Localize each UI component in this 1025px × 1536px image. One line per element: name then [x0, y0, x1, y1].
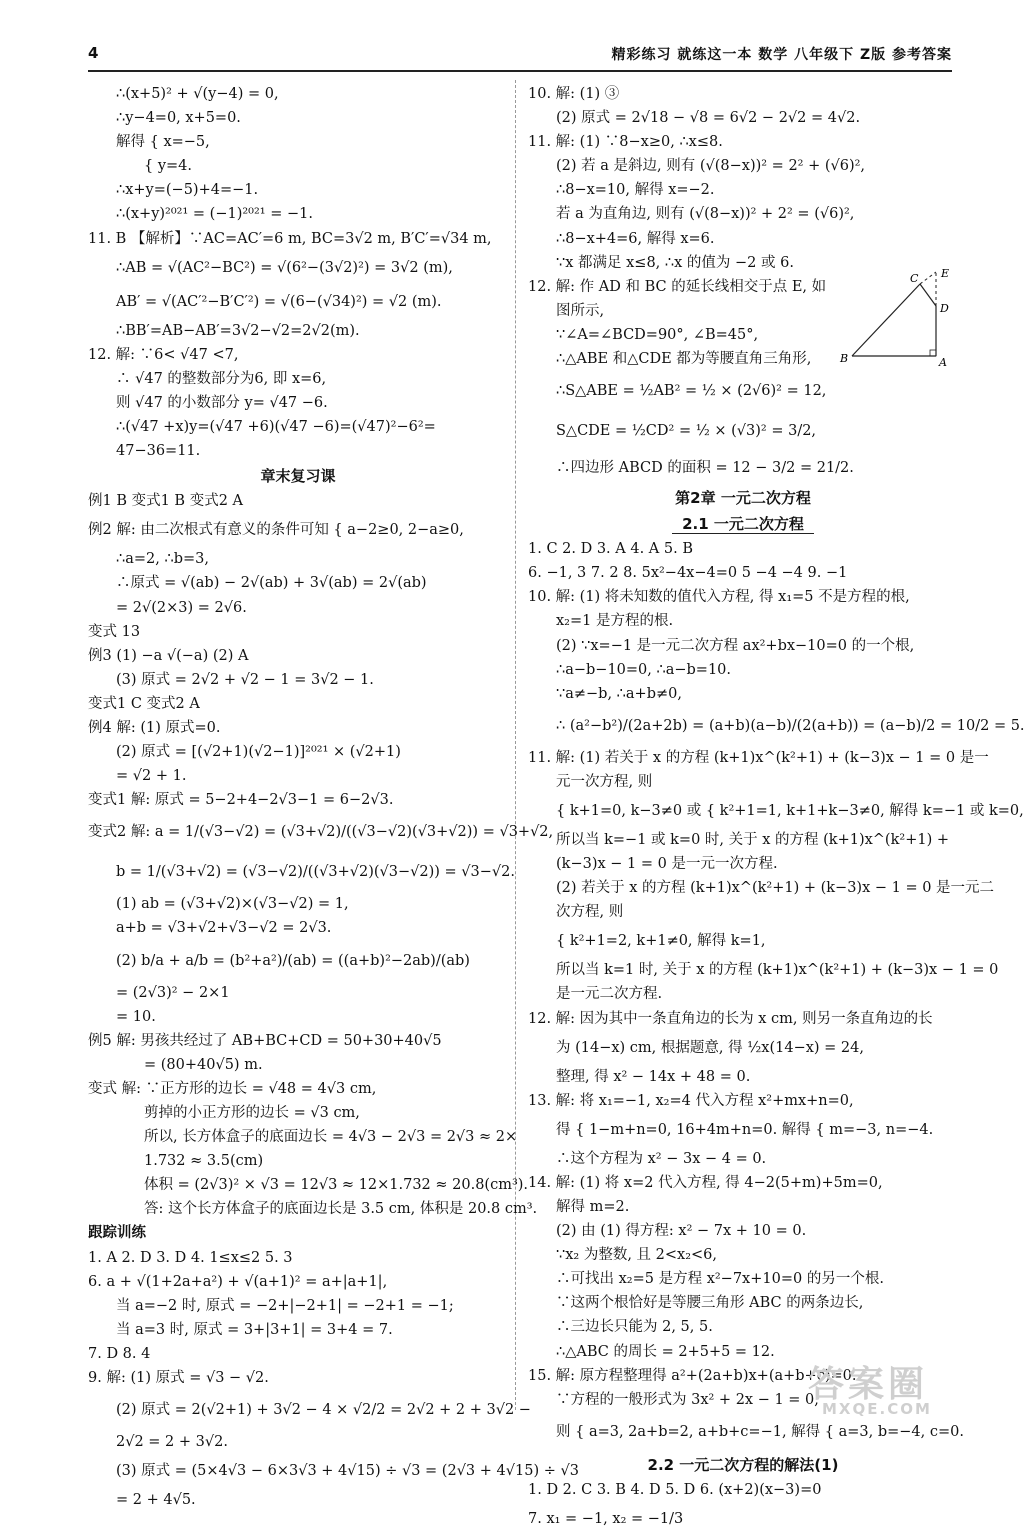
answer-line: 变式1 C 变式2 A — [88, 695, 200, 712]
answer-line: 整理, 得 x² − 14x + 48 = 0. — [556, 1068, 751, 1085]
answer-line: ∵方程的一般形式为 3x² + 2x − 1 = 0, — [556, 1391, 819, 1408]
section-heading-text: 2.1 一元二次方程 — [672, 515, 814, 534]
answer-line: 1.732 ≈ 3.5(cm) — [144, 1153, 264, 1170]
answer-line: 15. 解: 原方程整理得 a²+(2a+b)x+(a+b+c)=0. — [528, 1367, 857, 1384]
answer-line: (3) 原式 = 2√2 + √2 − 1 = 3√2 − 1. — [116, 671, 374, 688]
answer-line: 10. 解: (1) ③ — [528, 86, 620, 102]
answer-line: (2) 若关于 x 的方程 (k+1)x^(k²+1) + (k−3)x − 1 = 0 是一元二 — [556, 880, 995, 897]
answer-line: 若 a 为直角边, 则有 (√(8−x))² + 2² = (√6)², — [556, 206, 855, 223]
answer-line: = 2√(2×3) = 2√6. — [116, 599, 247, 616]
answer-line: 47−36=11. — [116, 443, 201, 460]
answer-line: 变式2 解: a = 1/(√3−√2) = (√3+√2)/((√3−√2)(√3+√2)) = √3+√2, — [88, 824, 554, 841]
answer-line: (1) ab = (√3+√2)×(√3−√2) = 1, — [116, 896, 349, 913]
subsection-title: 跟踪训练 — [88, 1225, 146, 1242]
answer-line: 例4 解: (1) 原式=0. — [88, 719, 221, 736]
section-heading-text: 章末复习课 — [260, 467, 336, 486]
answer-line: = 10. — [116, 1008, 156, 1025]
answer-line: ∴可找出 x₂=5 是方程 x²−7x+10=0 的另一个根. — [556, 1271, 884, 1288]
answer-line: 6. −1, 3 7. 2 8. 5x²−4x−4=0 5 −4 −4 9. −1 — [528, 565, 848, 582]
answer-line: { y=4. — [144, 158, 193, 175]
label-c: C — [910, 272, 919, 285]
answer-line: ∴S△ABE = ½AB² = ½ × (2√6)² = 12, — [556, 383, 827, 400]
answer-line: (k−3)x − 1 = 0 是一元一次方程. — [556, 856, 778, 873]
answer-line: 所以, 长方体盒子的底面边长 = 4√3 − 2√3 = 2√3 ≈ 2× — [144, 1129, 518, 1146]
answer-line: 所以当 k=−1 或 k=0 时, 关于 x 的方程 (k+1)x^(k²+1) + — [556, 831, 949, 848]
section-heading — [528, 1452, 958, 1478]
answer-line: ∵a≠−b, ∴a+b≠0, — [556, 685, 682, 702]
answer-line: 12. 解: 作 AD 和 BC 的延长线相交于点 E, 如 — [528, 278, 827, 295]
answer-line: AB′ = √(AC′²−B′C′²) = √(6−(√34)²) = √2 (m). — [116, 293, 442, 310]
answer-line: b = 1/(√3+√2) = (√3−√2)/((√3+√2)(√3−√2)) = √3−√2. — [116, 864, 515, 881]
answer-line: 11. B 【解析】∵AC=AC′=6 m, BC=3√2 m, B′C′=√34 m, — [88, 230, 492, 247]
answer-line: { k+1=0, k−3≠0 或 { k²+1=1, k+1+k−3≠0, 解得 k=−1 或 k=0, — [556, 802, 1024, 819]
answer-line: (3) 原式 = (5×4√3 − 6×3√3 + 4√15) ÷ √3 = (2√3 + 4√15) ÷ √3 — [116, 1463, 579, 1480]
answer-line: 答: 这个长方体盒子的底面边长是 3.5 cm, 体积是 20.8 cm³. — [144, 1201, 538, 1218]
answer-line: ∴x+y=(−5)+4=−1. — [116, 182, 259, 199]
section-heading — [88, 463, 508, 489]
answer-line: 11. 解: (1) 若关于 x 的方程 (k+1)x^(k²+1) + (k−3)x − 1 = 0 是一 — [528, 749, 989, 766]
answer-line: ∴a=2, ∴b=3, — [116, 551, 209, 568]
answer-line: 6. a + √(1+2a+a²) + √(a+1)² = a+|a+1|, — [88, 1273, 388, 1290]
answer-line: (2) 原式 = [(√2+1)(√2−1)]²⁰²¹ × (√2+1) — [116, 744, 401, 761]
answer-line: 12. 解: ∵6< √47 <7, — [88, 346, 239, 363]
answer-line: 图所示, — [556, 302, 605, 319]
answer-line: 例3 (1) −a √(−a) (2) A — [88, 647, 249, 664]
answer-line: 例1 B 变式1 B 变式2 A — [88, 493, 244, 510]
answer-line: 例5 解: 男孩共经过了 AB+BC+CD = 50+30+40√5 — [88, 1032, 442, 1049]
answer-line: ∴原式 = √(ab) − 2√(ab) + 3√(ab) = 2√(ab) — [116, 575, 427, 592]
answer-line: ∴ √47 的整数部分为6, 即 x=6, — [116, 370, 327, 387]
answer-line: (2) 由 (1) 得方程: x² − 7x + 10 = 0. — [556, 1223, 807, 1240]
answer-line: 次方程, 则 — [556, 904, 624, 921]
answer-line: 则 { a=3, 2a+b=2, a+b+c=−1, 解得 { a=3, b=−4, c=0. — [556, 1423, 964, 1440]
answer-line: (2) b/a + a/b = (b²+a²)/(ab) = ((a+b)²−2ab)/(ab) — [116, 952, 470, 969]
answer-line: 7. x₁ = −1, x₂ = −1/3 — [528, 1510, 684, 1527]
answer-line: ∴ (a²−b²)/(2a+2b) = (a+b)(a−b)/(2(a+b)) = (a−b)/2 = 10/2 = 5. — [556, 717, 1025, 734]
answer-line: = 2 + 4√5. — [116, 1492, 196, 1509]
answer-line: ∴(x+5)² + √(y−4) = 0, — [116, 86, 279, 102]
section-heading — [528, 511, 958, 537]
answer-line: ∴8−x+4=6, 解得 x=6. — [556, 230, 715, 247]
answer-line: 变式1 解: 原式 = 5−2+4−2√3−1 = 6−2√3. — [88, 792, 394, 809]
answer-line: 是一元二次方程. — [556, 986, 663, 1003]
watermark — [808, 1356, 988, 1424]
answer-line: 13. 解: 将 x₁=−1, x₂=4 代入方程 x²+mx+n=0, — [528, 1092, 854, 1109]
page-number: 4 — [88, 44, 99, 62]
section-heading-text: 2.2 一元二次方程的解法(1) — [647, 1455, 839, 1474]
answer-line: ∵x 都满足 x≤8, ∴x 的值为 −2 或 6. — [556, 254, 794, 271]
answer-line: ∴△ABE 和△CDE 都为等腰直角三角形, — [556, 351, 812, 368]
answer-line: { k²+1=2, k+1≠0, 解得 k=1, — [556, 933, 766, 950]
answer-line: 11. 解: (1) ∵8−x≥0, ∴x≤8. — [528, 134, 723, 151]
answer-line: 14. 解: (1) 将 x=2 代入方程, 得 4−2(5+m)+5m=0, — [528, 1174, 883, 1191]
answer-line: 当 a=−2 时, 原式 = −2+|−2+1| = −2+1 = −1; — [116, 1297, 454, 1314]
answer-line: 体积 = (2√3)² × √3 = 12√3 ≈ 12×1.732 ≈ 20.8(cm³). — [144, 1177, 529, 1194]
answer-line: ∵这两个根恰好是等腰三角形 ABC 的两条边长, — [556, 1295, 864, 1312]
answer-line: ∵∠A=∠BCD=90°, ∠B=45°, — [556, 326, 759, 343]
answer-line: ∴y−4=0, x+5=0. — [116, 110, 241, 127]
watermark-url: MXQE.COM — [822, 1400, 932, 1418]
answer-line: ∴8−x=10, 解得 x=−2. — [556, 182, 715, 199]
label-e: E — [941, 267, 950, 280]
answer-line: 当 a=3 时, 原式 = 3+|3+1| = 3+4 = 7. — [116, 1321, 393, 1338]
answer-line: ∴BB′=AB−AB′=3√2−√2=2√2(m). — [116, 322, 360, 339]
answer-line: ∴四边形 ABCD 的面积 = 12 − 3/2 = 21/2. — [556, 460, 854, 477]
answer-line: ∴三边长只能为 2, 5, 5. — [556, 1319, 713, 1336]
answer-line: 1. A 2. D 3. D 4. 1≤x≤2 5. 3 — [88, 1249, 293, 1266]
answer-line: (2) 原式 = 2(√2+1) + 3√2 − 4 × √2/2 = 2√2 + 2 + 3√2 − — [116, 1402, 531, 1419]
answer-line: 所以当 k=1 时, 关于 x 的方程 (k+1)x^(k²+1) + (k−3)x − 1 = 0 — [556, 962, 999, 979]
answer-line: a+b = √3+√2+√3−√2 = 2√3. — [116, 920, 332, 937]
answer-line: S△CDE = ½CD² = ½ × (√3)² = 3/2, — [556, 423, 817, 440]
answer-line: (2) 若 a 是斜边, 则有 (√(8−x))² = 2² + (√6)², — [556, 158, 866, 175]
answer-line: ∴(x+y)²⁰²¹ = (−1)²⁰²¹ = −1. — [116, 206, 313, 223]
answer-line: 例2 解: 由二次根式有意义的条件可知 { a−2≥0, 2−a≥0, — [88, 522, 464, 539]
answer-line: 1. C 2. D 3. A 4. A 5. B — [528, 541, 693, 558]
answer-line: ∵x₂ 为整数, 且 2<x₂<6, — [556, 1247, 718, 1264]
watermark-logo-text: 答案圈 — [808, 1364, 929, 1405]
answer-line: = √2 + 1. — [116, 768, 187, 785]
answer-line: ∴AB = √(AC²−BC²) = √(6²−(3√2)²) = 3√2 (m), — [116, 259, 453, 276]
answer-line: 解得 { x=−5, — [116, 134, 210, 151]
answer-line: ∴a−b−10=0, ∴a−b=10. — [556, 661, 732, 678]
answer-line: 剪掉的小正方形的边长 = √3 cm, — [144, 1105, 360, 1121]
answer-line: 1. D 2. C 3. B 4. D 5. D 6. (x+2)(x−3)=0 — [528, 1481, 822, 1498]
answer-line: ∴这个方程为 x² − 3x − 4 = 0. — [556, 1150, 767, 1167]
answer-line: = (80+40√5) m. — [144, 1056, 263, 1073]
answer-line: 10. 解: (1) 将未知数的值代入方程, 得 x₁=5 不是方程的根, — [528, 589, 910, 606]
answer-line: 则 √47 的小数部分 y= √47 −6. — [116, 394, 328, 411]
answer-line: 解得 m=2. — [556, 1199, 630, 1215]
label-d: D — [940, 302, 949, 315]
geometry-figure — [838, 268, 968, 368]
running-head: 精彩练习 就练这一本 数学 八年级下 Z版 参考答案 — [611, 47, 952, 63]
answer-line: = (2√3)² − 2×1 — [116, 984, 230, 1001]
answer-line: 7. D 8. 4 — [88, 1345, 151, 1362]
section-heading-text: 第2章 一元二次方程 — [675, 489, 811, 508]
answer-line: (2) 原式 = 2√18 − √8 = 6√2 − 2√2 = 4√2. — [556, 110, 861, 127]
answer-line: 2√2 = 2 + 3√2. — [116, 1434, 228, 1451]
answer-line: x₂=1 是方程的根. — [556, 613, 674, 630]
answer-line: 变式 解: ∵正方形的边长 = √48 = 4√3 cm, — [88, 1080, 377, 1097]
answer-line: ∴△ABC 的周长 = 2+5+5 = 12. — [556, 1343, 775, 1360]
answer-line: ∴(√47 +x)y=(√47 +6)(√47 −6)=(√47)²−6²= — [116, 419, 436, 436]
answer-line: 9. 解: (1) 原式 = √3 − √2. — [88, 1370, 269, 1387]
answer-line: (2) ∵x=−1 是一元二次方程 ax²+bx−10=0 的一个根, — [556, 637, 915, 654]
answer-line: 得 { 1−m+n=0, 16+4m+n=0. 解得 { m=−3, n=−4. — [556, 1121, 934, 1138]
label-b: B — [840, 352, 849, 365]
section-heading — [528, 485, 958, 511]
page-header — [88, 30, 952, 72]
answer-line: 为 (14−x) cm, 根据题意, 得 ½x(14−x) = 24, — [556, 1039, 864, 1056]
answer-line: 12. 解: 因为其中一条直角边的长为 x cm, 则另一条直角边的长 — [528, 1010, 933, 1027]
answer-line: 元一次方程, 则 — [556, 773, 653, 790]
label-a: A — [939, 356, 947, 369]
answer-line: 变式 13 — [88, 623, 141, 640]
